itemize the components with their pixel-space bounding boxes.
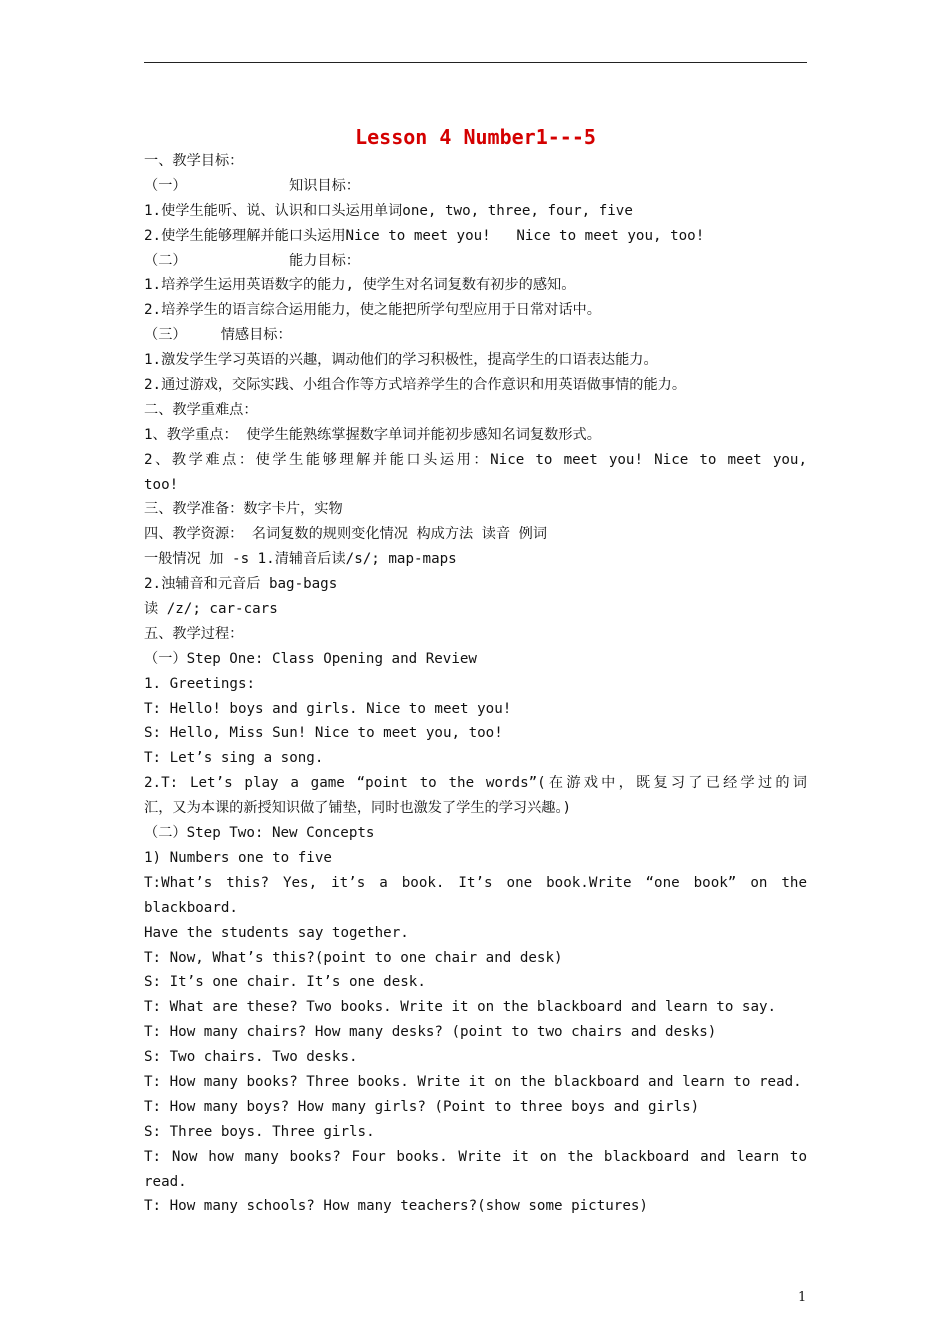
text-line: T: Hello! boys and girls. Nice to meet you! [144,700,512,717]
text-line: S: Three boys. Three girls. [144,1123,375,1140]
text-line: 2.通过游戏，交际实践、小组合作等方式培养学生的合作意识和用英语做事情的能力。 [144,377,687,394]
text-line: （二） 能力目标： [144,252,360,269]
text-line: 汇，又为本课的新授知识做了铺垫，同时也激发了学生的学习兴趣。) [144,800,572,817]
text-line: 2.使学生能够理解并能口头运用Nice to meet you! Nice to meet you, too! [144,227,705,244]
text-line: 1.培养学生运用英语数字的能力, 使学生对名词复数有初步的感知。 [144,277,576,294]
text-line: T:What’s this? Yes, it’s a book. It’s one book.Write “one book” on the [144,874,807,891]
document-body [144,149,807,1219]
text-line: 五、教学过程： [144,625,244,642]
text-line: blackboard. [144,899,238,916]
text-line: 一般情况 加 -s 1.清辅音后读/s/; map-maps [144,551,457,568]
text-line: 二、教学重难点： [144,401,258,418]
page-number: 1 [798,1290,807,1305]
text-line: too! [144,476,179,493]
text-line: T: How many boys? How many girls? (Point to three boys and girls) [144,1098,700,1115]
text-line: read. [144,1173,187,1190]
page-title: Lesson 4 Number1---5 [355,125,596,149]
text-line: S: Hello, Miss Sun! Nice to meet you, too! [144,725,503,742]
text-line: 1) Numbers one to five [144,849,332,866]
text-line: T: How many schools? How many teachers?(show some pictures) [144,1198,648,1215]
text-line: 1.使学生能听、说、认识和口头运用单词one, two, three, four, five [144,202,633,219]
text-line: 2.T: Let’s play a game “point to the words”(在游戏中，既复习了已经学过的词 [144,775,807,792]
text-line: S: Two chairs. Two desks. [144,1049,358,1066]
text-line: T: Now, What’s this?(point to one chair and desk) [144,949,563,966]
text-line: 2.浊辅音和元音后 bag-bags [144,576,338,593]
text-line: 1. Greetings: [144,675,256,692]
text-line: T: What are these? Two books. Write it on the blackboard and learn to say. [144,999,777,1016]
text-line: （三） 情感目标： [144,327,292,344]
text-line: 一、教学目标： [144,153,244,169]
text-line: Have the students say together. [144,924,409,941]
text-line: T: Now how many books? Four books. Write it on the blackboard and learn to [144,1148,807,1165]
text-line: 1.激发学生学习英语的兴趣，调动他们的学习积极性，提高学生的口语表达能力。 [144,352,658,369]
text-line: （一） 知识目标： [144,177,360,194]
text-line: S: It’s one chair. It’s one desk. [144,974,426,991]
text-line: 2、教学难点：使学生能够理解并能口头运用：Nice to meet you! Nice to meet you, [144,451,807,468]
header-rule [144,62,807,63]
text-line: T: How many books? Three books. Write it on the blackboard and learn to read. [144,1073,802,1090]
text-line: （一）Step One: Class Opening and Review [144,650,477,667]
text-line: 四、教学资源： 名词复数的规则变化情况 构成方法 读音 例词 [144,526,548,543]
text-line: 1、教学重点： 使学生能熟练掌握数字单词并能初步感知名词复数形式。 [144,426,601,443]
text-line: T: How many chairs? How many desks? (point to two chairs and desks) [144,1024,717,1041]
text-line: 2.培养学生的语言综合运用能力，使之能把所学句型应用于日常对话中。 [144,302,601,319]
text-line: 读 /z/; car-cars [144,601,278,618]
text-line: 三、教学准备：数字卡片，实物 [144,501,343,518]
text-line: （二）Step Two: New Concepts [144,825,375,842]
text-line: T: Let’s sing a song. [144,750,324,767]
